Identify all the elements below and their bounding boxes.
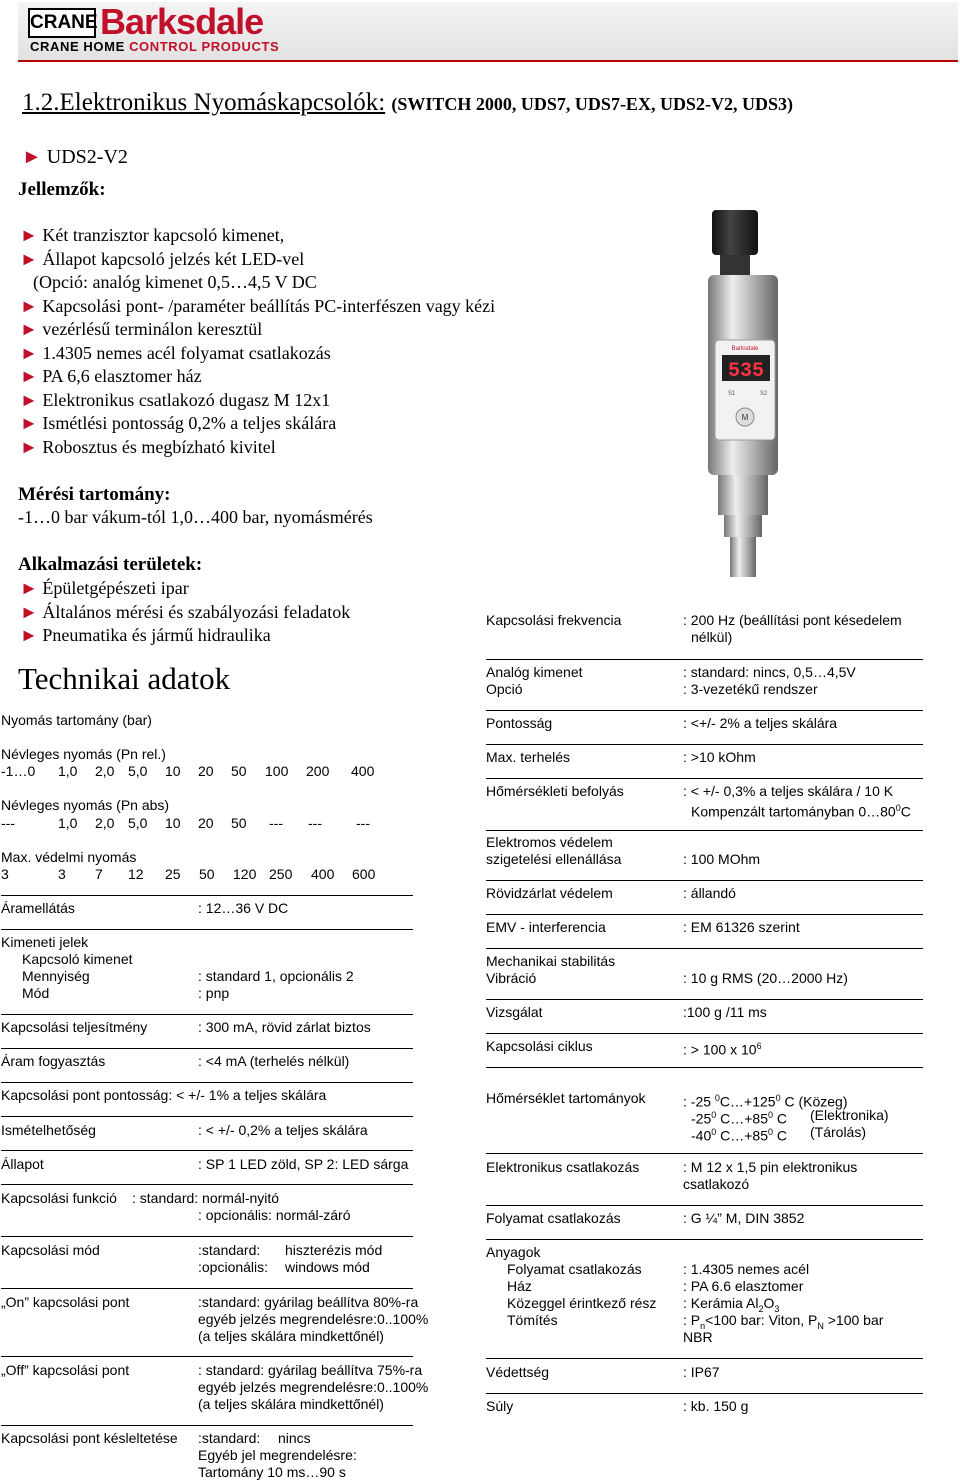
- nominal-abs-label: Névleges nyomás (Pn abs): [1, 797, 170, 813]
- display-value: 535: [727, 360, 765, 383]
- divider: [1, 1356, 413, 1357]
- analog-label: Analóg kimenet: [486, 664, 583, 680]
- arrow-right-icon: ►: [20, 578, 38, 598]
- applications-heading: Alkalmazási területek:: [18, 554, 203, 575]
- elec-label: Elektromos védelem: [486, 834, 613, 850]
- power-value: : 12…36 V DC: [198, 900, 289, 916]
- divider: [1, 1014, 413, 1015]
- trange-label: Hőmérséklet tartományok: [486, 1090, 646, 1106]
- page-title: [22, 88, 793, 119]
- short-label: Rövidzárlat védelem: [486, 885, 613, 901]
- list-item: ► PA 6,6 elasztomer ház: [20, 366, 202, 386]
- divider: [486, 999, 923, 1000]
- prot-label: Védettség: [486, 1364, 550, 1380]
- list-item: ► Állapot kapcsoló jelzés két LED-vel: [20, 248, 305, 269]
- divider: [486, 880, 923, 881]
- state-value: : SP 1 LED zöld, SP 2: LED sárga: [198, 1156, 409, 1172]
- connector-plug: [712, 210, 758, 255]
- divider: [1, 1184, 413, 1185]
- temp-label: Hőmérsékleti befolyás: [486, 783, 624, 799]
- tagline-crane: CRANE HOME: [30, 39, 125, 54]
- divider: [486, 1205, 923, 1206]
- divider: [486, 830, 923, 831]
- applications-list: [20, 577, 350, 648]
- features-list: [20, 224, 495, 459]
- brand-tagline: [30, 39, 279, 55]
- perf-label: Kapcsolási teljesítmény: [1, 1019, 148, 1035]
- outputs-label: Kimeneti jelek: [1, 934, 89, 950]
- svg-text:S1: S1: [728, 391, 736, 397]
- on-label: „On” kapcsolási pont: [1, 1294, 130, 1310]
- option-label: Opció: [486, 681, 523, 697]
- list-item: ► 1.4305 nemes acél folyamat csatlakozás: [20, 342, 331, 363]
- pconn-label: Folyamat csatlakozás: [486, 1210, 621, 1226]
- device-brand-label: Barksdale: [731, 346, 759, 352]
- divider: [1, 895, 413, 896]
- divider: [486, 778, 923, 779]
- pressure-switch-image: [700, 205, 795, 585]
- divider: [486, 1239, 923, 1240]
- divider: [1, 1150, 413, 1151]
- arrow-right-icon: ►: [20, 248, 38, 269]
- model-name: UDS2-V2: [46, 146, 128, 168]
- delay-label: Kapcsolási pont késleltetése: [1, 1430, 178, 1446]
- range-heading: Mérési tartomány:: [18, 484, 171, 505]
- brand-header: [18, 2, 958, 62]
- divider: [1, 1082, 413, 1083]
- smode-label: Kapcsolási mód: [1, 1242, 100, 1258]
- mode-value: : pnp: [198, 985, 230, 1001]
- freq-label: Kapcsolási frekvencia: [486, 612, 622, 628]
- svg-text:M: M: [741, 413, 749, 422]
- repeat-label: Ismételhetőség: [1, 1122, 96, 1138]
- divider: [486, 744, 923, 745]
- arrow-right-icon: ►: [20, 295, 38, 316]
- arrow-right-icon: ►: [20, 413, 38, 433]
- divider: [486, 914, 923, 915]
- accuracy-line: Kapcsolási pont pontosság: < +/- 1% a teljes skálára: [1, 1087, 327, 1103]
- list-item: (Opció: analóg kimenet 0,5…4,5 V DC: [33, 272, 317, 292]
- divider: [1, 1236, 413, 1237]
- acc-label: Pontosság: [486, 715, 553, 731]
- list-item: ► Robosztus és megbízható kivitel: [20, 436, 276, 457]
- arrow-right-icon: ►: [20, 436, 38, 457]
- title-main: 1.2.Elektronikus Nyomáskapcsolók:: [22, 89, 386, 116]
- max-pressure-label: Max. védelmi nyomás: [1, 849, 137, 865]
- arrow-right-icon: ►: [20, 366, 38, 386]
- title-models: (SWITCH 2000, UDS7, UDS7-EX, UDS2-V2, UDS3): [391, 94, 793, 114]
- svg-text:S2: S2: [760, 391, 768, 397]
- power-label: Áramellátás: [1, 900, 75, 916]
- arrow-right-icon: ►: [20, 601, 38, 622]
- off-label: „Off” kapcsolási pont: [1, 1362, 130, 1378]
- model-heading: [22, 145, 128, 169]
- process-thread: [730, 537, 756, 577]
- state-label: Állapot: [1, 1156, 44, 1172]
- func-value-2: : opcionális: normál-záró: [198, 1207, 351, 1223]
- arrow-right-icon: ►: [20, 225, 38, 245]
- test-label: Vizsgálat: [486, 1004, 543, 1020]
- current-label: Áram fogyasztás: [1, 1053, 106, 1069]
- divider: [486, 1358, 923, 1359]
- weight-label: Súly: [486, 1398, 514, 1414]
- arrow-right-icon: ►: [20, 389, 38, 410]
- switch-output-label: Kapcsoló kimenet: [22, 951, 133, 967]
- divider: [486, 710, 923, 711]
- econn-label: Elektronikus csatlakozás: [486, 1159, 640, 1175]
- arrow-right-icon: ►: [20, 342, 38, 363]
- features-heading: Jellemzők:: [18, 179, 106, 200]
- pressure-range-label: Nyomás tartomány (bar): [1, 712, 152, 728]
- divider: [486, 1153, 923, 1154]
- arrow-right-icon: ►: [20, 625, 38, 645]
- divider: [1, 929, 413, 930]
- mech-label: Mechanikai stabilitás: [486, 953, 616, 969]
- materials-label: Anyagok: [486, 1244, 541, 1260]
- divider: [1, 1048, 413, 1049]
- qty-value: : standard 1, opcionális 2: [198, 968, 354, 984]
- divider: [486, 1393, 923, 1394]
- divider: [486, 1067, 923, 1068]
- list-item: ► Elektronikus csatlakozó dugasz M 12x1: [20, 389, 331, 410]
- divider: [1, 1116, 413, 1117]
- list-item: ► Általános mérési és szabályozási feladatok: [20, 601, 351, 622]
- emv-label: EMV - interferencia: [486, 919, 606, 935]
- divider: [1, 1288, 413, 1289]
- arrow-right-icon: ►: [20, 319, 38, 339]
- cycle-label: Kapcsolási ciklus: [486, 1038, 593, 1054]
- list-item: ► Ismétlési pontosság 0,2% a teljes skálára: [20, 413, 337, 433]
- nominal-rel-label: Névleges nyomás (Pn rel.): [1, 746, 166, 762]
- list-item: ► Épületgépészeti ipar: [20, 578, 189, 598]
- divider: [486, 948, 923, 949]
- perf-value: : 300 mA, rövid zárlat biztos: [198, 1019, 371, 1035]
- current-value: : <4 mA (terhelés nélkül): [198, 1053, 350, 1069]
- divider: [486, 1033, 923, 1034]
- divider: [1, 1425, 413, 1426]
- func-label: Kapcsolási funkció: [1, 1190, 117, 1206]
- crane-logo: CRANE: [28, 8, 96, 38]
- list-item: ► Két tranzisztor kapcsoló kimenet,: [20, 225, 285, 245]
- list-item: ► vezérlésű terminálon keresztül: [20, 319, 263, 339]
- barksdale-logo: Barksdale: [100, 1, 264, 42]
- list-item: ► Pneumatika és jármű hidraulika: [20, 625, 271, 645]
- tagline-control: CONTROL PRODUCTS: [129, 39, 280, 54]
- arrow-right-icon: ►: [22, 146, 42, 168]
- load-label: Max. terhelés: [486, 749, 571, 765]
- repeat-value: : < +/- 0,2% a teljes skálára: [198, 1122, 368, 1138]
- list-item: ► Kapcsolási pont- /paraméter beállítás PC-interfészen vagy kézi: [20, 295, 496, 316]
- tech-data-title: Technikai adatok: [18, 661, 231, 696]
- divider: [486, 659, 923, 660]
- qty-label: Mennyiség: [22, 968, 90, 984]
- mode-label: Mód: [22, 985, 50, 1001]
- func-value-1: : standard: normál-nyitó: [132, 1190, 280, 1206]
- range-text: -1…0 bar vákum-tól 1,0…400 bar, nyomásmérés: [18, 507, 373, 527]
